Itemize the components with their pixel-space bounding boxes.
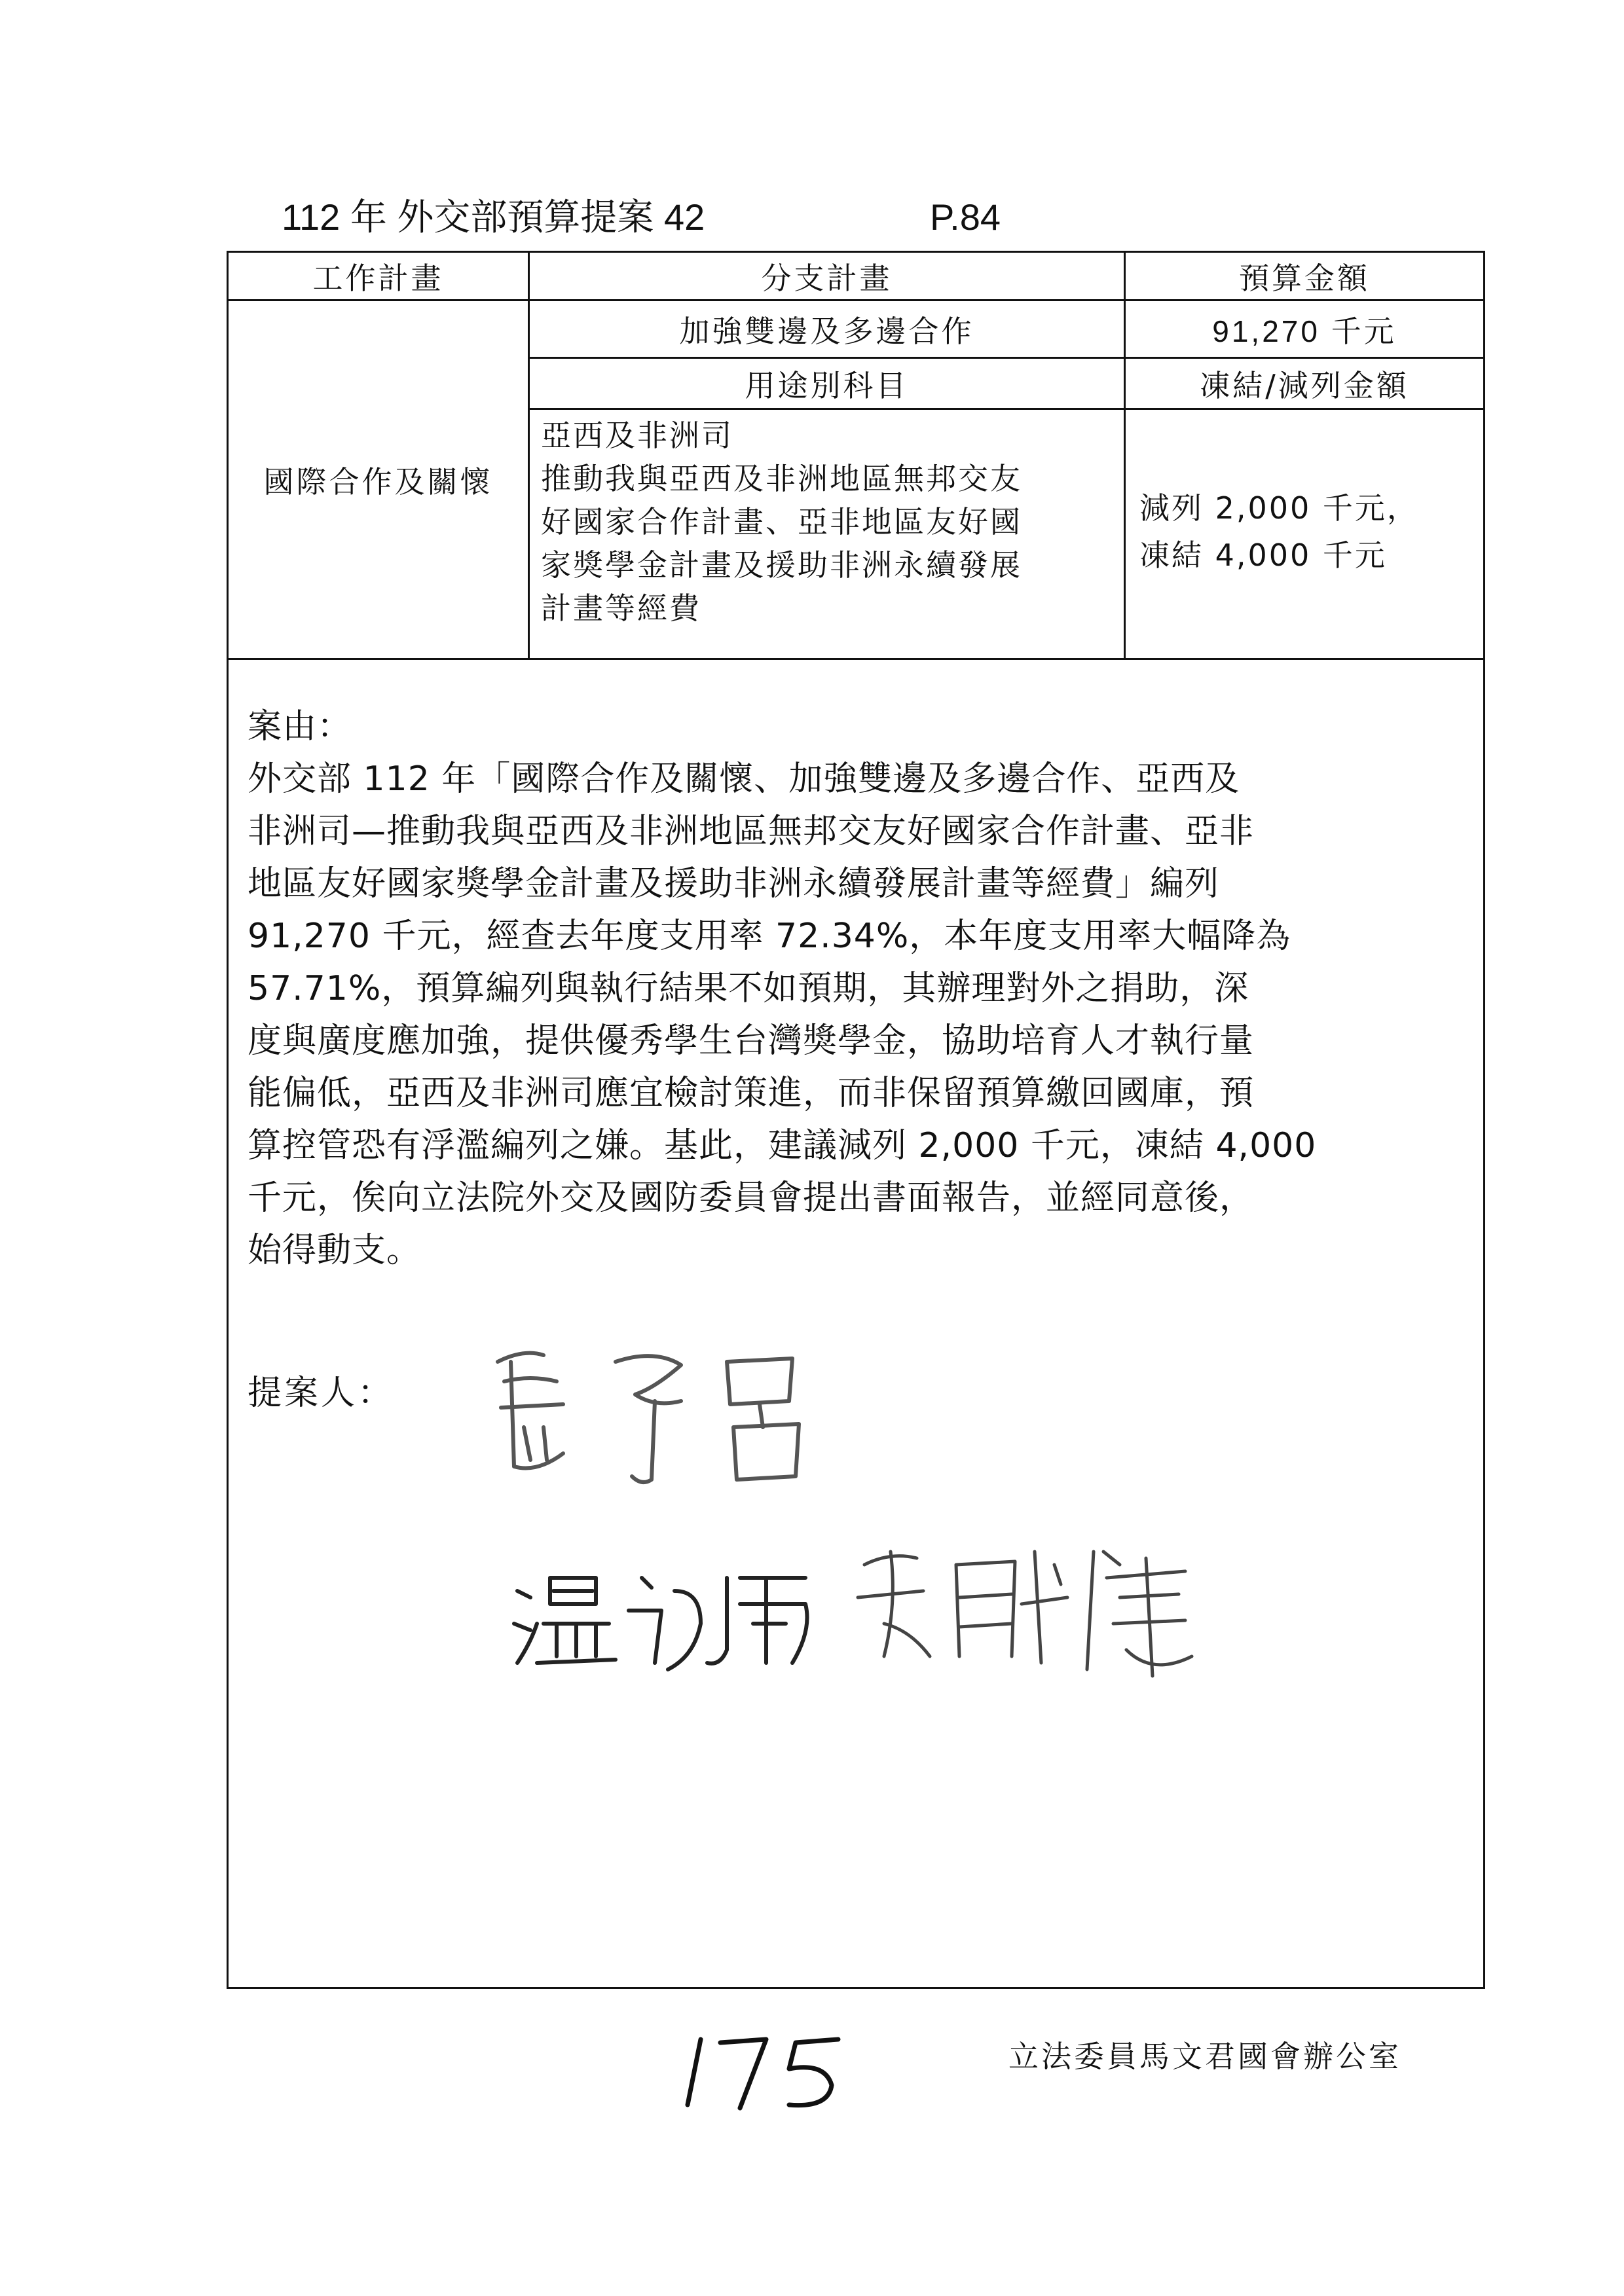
case-line: 非洲司—推動我與亞西及非洲地區無邦交友好國家合作計畫、亞非 — [248, 812, 1255, 851]
budget-amount: 91,270 千元 — [1212, 314, 1397, 348]
case-line: 算控管恐有浮濫編列之嫌。基此，建議減列 2,000 千元，凍結 4,000 — [248, 1126, 1317, 1165]
table-rule — [528, 408, 1485, 410]
purpose-line: 計畫等經費 — [541, 591, 701, 626]
office-footer: 立法委員馬文君國會辦公室 — [1008, 2039, 1401, 2074]
case-line: 外交部 112 年「國際合作及關懷、加強雙邊及多邊合作、亞西及 — [248, 759, 1240, 799]
sub-plan-header: 分支計畫 — [761, 260, 893, 296]
action-amounts — [1139, 484, 1480, 579]
purpose-details — [541, 414, 1117, 630]
proposal-title: 112 年 外交部預算提案 42 — [282, 196, 705, 238]
case-line: 能偏低，亞西及非洲司應宜檢討策進，而非保留預算繳回國庫，預 — [248, 1074, 1255, 1113]
work-plan-value: 國際合作及關懷 — [263, 464, 493, 500]
proposer-label: 提案人： — [248, 1374, 395, 1413]
action-header: 凍結/減列金額 — [1200, 367, 1409, 403]
purpose-header: 用途別科目 — [745, 367, 909, 403]
case-line: 千元，俟向立法院外交及國防委員會提出書面報告，並經同意後， — [248, 1178, 1255, 1218]
case-line: 57.71%，預算編列與執行結果不如預期，其辦理對外之捐助，深 — [248, 969, 1249, 1008]
action-line: 減列 2,000 千元， — [1139, 490, 1419, 526]
signature-3 — [845, 1525, 1211, 1696]
work-plan-header: 工作計畫 — [312, 260, 444, 296]
purpose-line: 亞西及非洲司 — [541, 418, 733, 453]
signature-1 — [485, 1336, 825, 1506]
action-line: 凍結 4,000 千元 — [1139, 538, 1387, 573]
purpose-line: 家獎學金計畫及援助非洲永續發展 — [541, 547, 1022, 583]
case-line: 度與廣度應加強，提供優秀學生台灣獎學金，協助培育人才執行量 — [248, 1021, 1255, 1061]
case-label: 案由： — [248, 707, 352, 746]
sub-plan-value: 加強雙邊及多邊合作 — [679, 313, 974, 349]
signature-2 — [504, 1552, 819, 1683]
case-line: 91,270 千元，經查去年度支用率 72.34%，本年度支用率大幅降為 — [248, 917, 1291, 956]
purpose-line: 好國家合作計畫、亞非地區友好國 — [541, 504, 1022, 539]
table-rule — [227, 658, 1485, 660]
budget-header: 預算金額 — [1239, 260, 1370, 296]
case-line: 始得動支。 — [248, 1231, 422, 1270]
case-line: 地區友好國家獎學金計畫及援助非洲永續發展計畫等經費」編列 — [248, 864, 1220, 903]
purpose-line: 推動我與亞西及非洲地區無邦交友 — [541, 461, 1022, 496]
page-reference: P.84 — [930, 196, 1001, 238]
case-section — [248, 701, 1466, 1277]
document-header — [282, 194, 1001, 241]
handwritten-page-number — [674, 2023, 858, 2115]
